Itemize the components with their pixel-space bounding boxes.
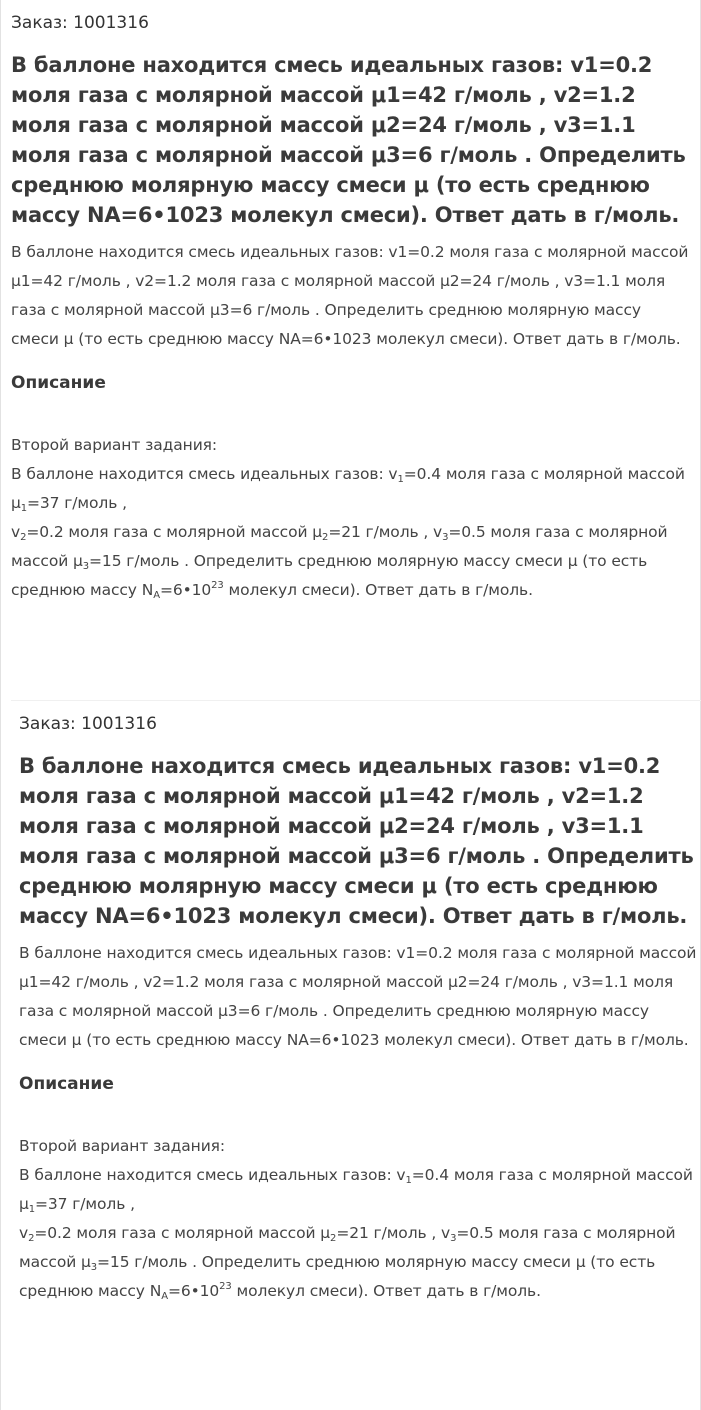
description-paragraph-2: $v_2=0.2$ моля газа с молярной массой $\mu_2=21$ г/моль , $v_3=0.5$ моля газа с молярной массой $\mu_3=15$ г/моль . Определить среднюю молярную массу смеси μ (то есть среднюю массу $N_A=6•10^{23}$ молекул смеси). Ответ дать в г/моль. <box>19 1224 676 1302</box>
description-intro: Второй вариант задания: <box>19 1137 226 1155</box>
description-paragraph-2: $v_2=0.2$ моля газа с молярной массой $\mu_2=21$ г/моль , $v_3=0.5$ моля газа с молярной массой $\mu_3=15$ г/моль . Определить среднюю молярную массу смеси μ (то есть среднюю массу $N_A=6•10^{23}$ молекул смеси). Ответ дать в г/моль. <box>11 523 668 601</box>
description-body <box>19 1132 701 1306</box>
task-title: В баллоне находится смесь идеальных газов: v1=0.2 моля газа с молярной массой μ1=42 г/моль , v2=1.2 моля газа с молярной массой μ2=24 г/моль , v3=1.1 моля газа с молярной массой μ3=6 г/моль . Определить среднюю молярную массу смеси μ (то есть среднюю массу NA=6•1023 молекул смеси). Ответ дать в г/моль. <box>11 53 686 227</box>
description-intro: Второй вариант задания: <box>11 436 218 454</box>
description-body <box>11 431 691 605</box>
content-block-1 <box>11 0 691 605</box>
description-heading: Описание <box>11 373 106 393</box>
order-number: Заказ: 1001316 <box>19 714 157 734</box>
order-number: Заказ: 1001316 <box>11 13 149 33</box>
task-title: В баллоне находится смесь идеальных газов: v1=0.2 моля газа с молярной массой μ1=42 г/моль , v2=1.2 моля газа с молярной массой μ2=24 г/моль , v3=1.1 моля газа с молярной массой μ3=6 г/моль . Определить среднюю молярную массу смеси μ (то есть среднюю массу NA=6•1023 молекул смеси). Ответ дать в г/моль. <box>19 754 694 928</box>
content-block-2 <box>11 700 701 1306</box>
task-text: В баллоне находится смесь идеальных газов: v1=0.2 моля газа с молярной массой μ1=42 г/моль , v2=1.2 моля газа с молярной массой μ2=24 г/моль , v3=1.1 моля газа с молярной массой μ3=6 г/моль . Определить среднюю молярную массу смеси μ (то есть среднюю массу NA=6•1023 молекул смеси). Ответ дать в г/моль. <box>19 944 697 1049</box>
description-paragraph-1: В баллоне находится смесь идеальных газов: $v_1=0.4$ моля газа с молярной массой $\mu_1=37$ г/моль , <box>19 1166 693 1215</box>
description-heading: Описание <box>19 1074 114 1094</box>
task-text: В баллоне находится смесь идеальных газов: v1=0.2 моля газа с молярной массой μ1=42 г/моль , v2=1.2 моля газа с молярной массой μ2=24 г/моль , v3=1.1 моля газа с молярной массой μ3=6 г/моль . Определить среднюю молярную массу смеси μ (то есть среднюю массу NA=6•1023 молекул смеси). Ответ дать в г/моль. <box>11 243 689 348</box>
description-paragraph-1: В баллоне находится смесь идеальных газов: $v_1=0.4$ моля газа с молярной массой $\mu_1=37$ г/моль , <box>11 465 685 514</box>
